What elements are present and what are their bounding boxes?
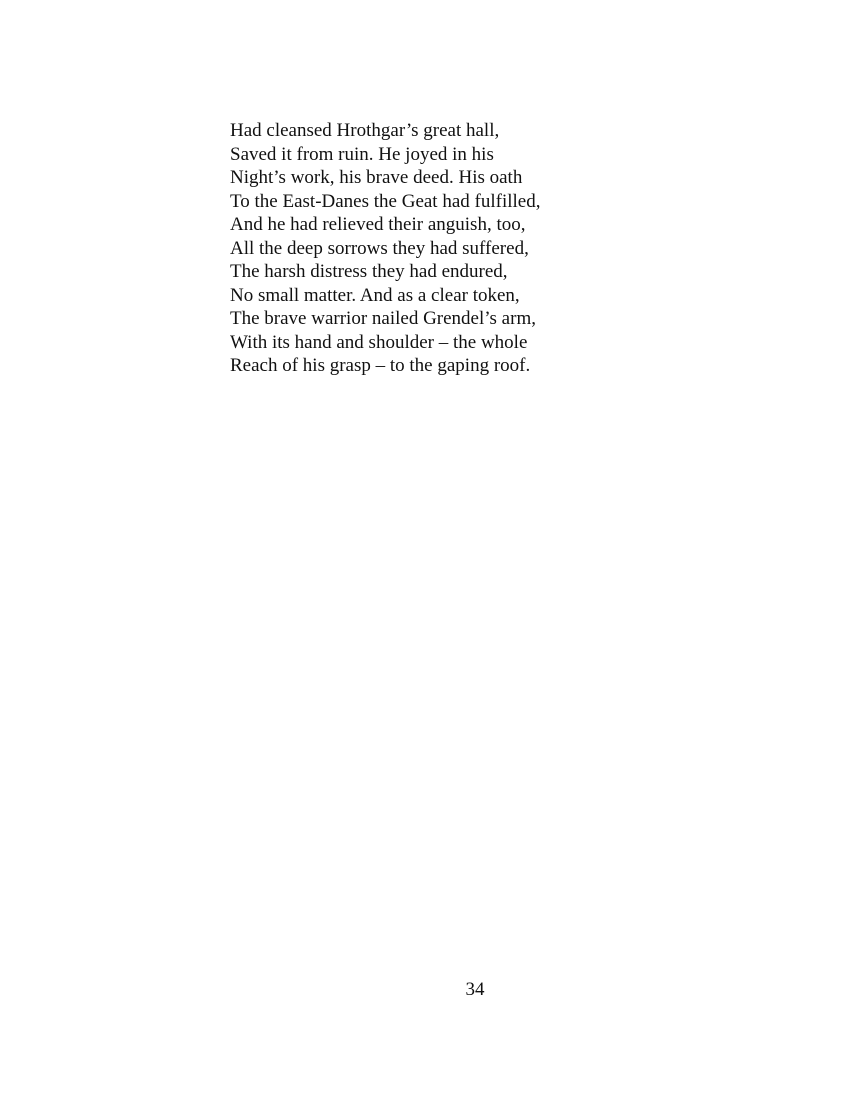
poem-line: The brave warrior nailed Grendel’s arm, [230, 308, 536, 329]
poem-line: With its hand and shoulder – the whole [230, 331, 528, 353]
poem-line: To the East-Danes the Geat had fulfilled, [230, 190, 541, 212]
page-number: 34 [465, 979, 485, 1000]
poem-line: No small matter. And as a clear token, [230, 284, 520, 306]
poem-stanza [230, 119, 540, 378]
poem-line: Saved it from ruin. He joyed in his [230, 143, 494, 165]
poem-line: And he had relieved their anguish, too, [230, 214, 526, 235]
poem-line: All the deep sorrows they had suffered, [230, 237, 529, 259]
poem-line: Night’s work, his brave deed. His oath [230, 167, 523, 188]
poem-line: The harsh distress they had endured, [230, 261, 508, 282]
poem-line: Reach of his grasp – to the gaping roof. [230, 355, 531, 376]
poem-line: Had cleansed Hrothgar’s great hall, [230, 120, 500, 141]
